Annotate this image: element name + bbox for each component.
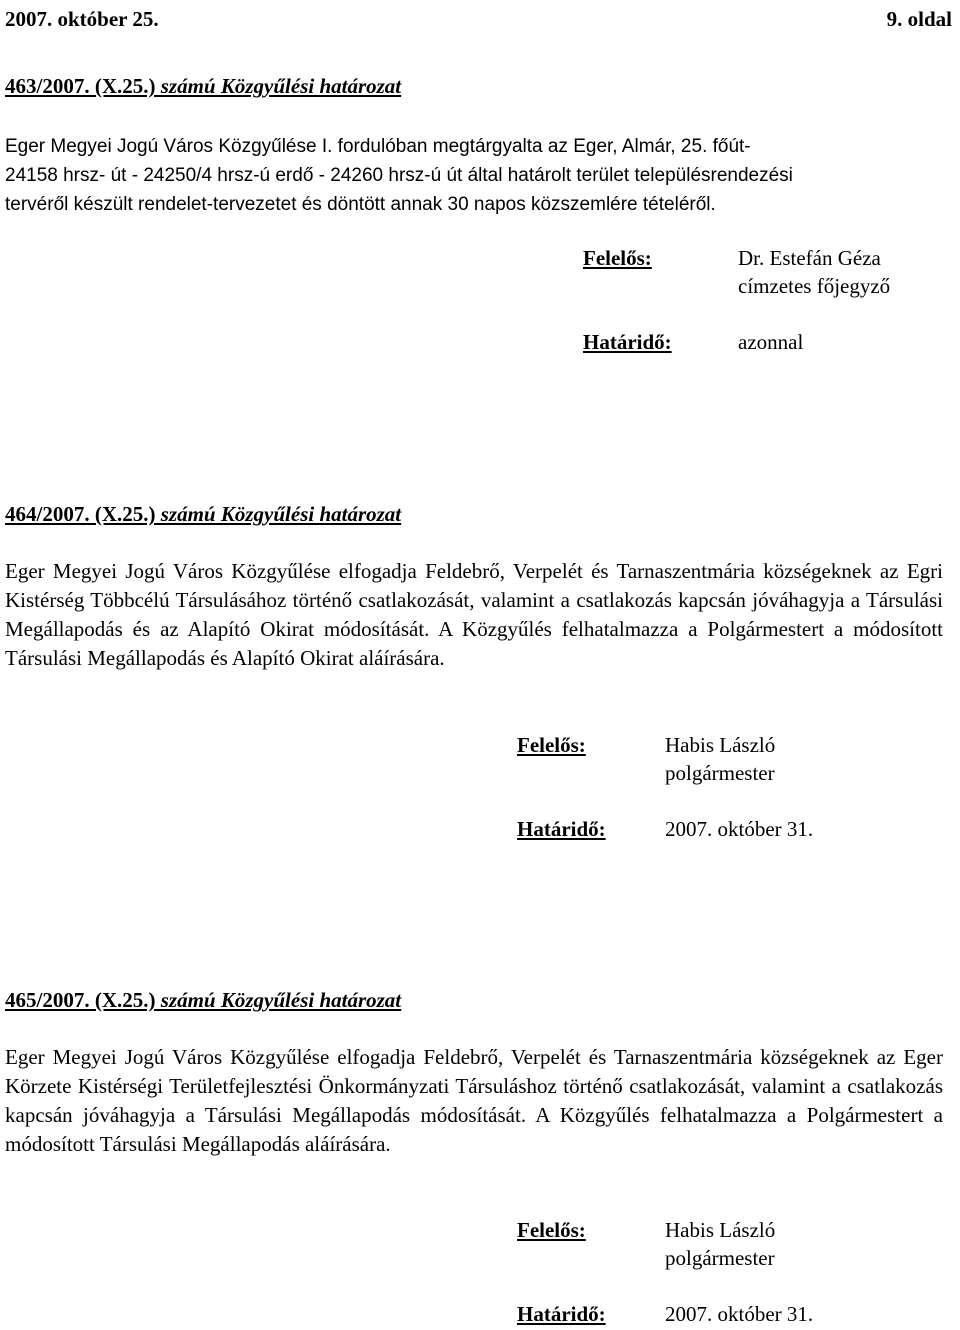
header-page-number: 9. oldal	[886, 7, 952, 31]
resolution-title	[5, 72, 401, 101]
deadline-label: Határidő:	[517, 817, 606, 841]
deadline-value: azonnal	[738, 330, 804, 354]
deadline-label: Határidő:	[517, 1302, 606, 1326]
resolution-body: Eger Megyei Jogú Város Közgyűlése elfogadja Feldebrő, Verpelét és Tarnaszentmária községeknek az Eger Körzete Kistérségi Területfejlesztési Önkormányzati Társuláshoz történő csatlakozását, valamint a csatlakozás kapcsán jóváhagyja a Társulási Megállapodás módosítását. A Közgyűlés felhatalmazza a Polgármestert a módosított Társulási Megállapodás aláírására.	[5, 1045, 943, 1156]
resolution-title-suffix: számú Közgyűlési határozat	[155, 988, 402, 1012]
resolution-body-line: 24158 hrsz- út - 24250/4 hrsz-ú erdő - 24260 hrsz-ú út által határolt terület településrendezési	[5, 165, 793, 186]
resolution-body: Eger Megyei Jogú Város Közgyűlése elfogadja Feldebrő, Verpelét és Tarnaszentmária községeknek az Egri Kistérség Többcélú Társulásához történő csatlakozását, valamint a csatlakozás kapcsán jóváhagyja a Társulási Megállapodás és az Alapító Okirat módosítását. A Közgyűlés felhatalmazza a Polgármestert a módosított Társulási Megállapodás és Alapító Okirat aláírására.	[5, 559, 943, 670]
resolution-number: 465/2007. (X.25.)	[5, 988, 156, 1012]
resolution-body-line: Eger Megyei Jogú Város Közgyűlése I. fordulóban megtárgyalta az Eger, Almár, 25. főút-	[5, 136, 751, 157]
resolution-number: 464/2007. (X.25.)	[5, 502, 156, 526]
responsible-label: Felelős:	[517, 733, 586, 757]
deadline-value: 2007. október 31.	[665, 1302, 814, 1326]
responsible-name: Habis László	[665, 1218, 776, 1242]
deadline-value: 2007. október 31.	[665, 817, 814, 841]
responsible-label: Felelős:	[583, 246, 652, 270]
responsible-label: Felelős:	[517, 1218, 586, 1242]
resolution-title-suffix: számú Közgyűlési határozat	[155, 502, 402, 526]
deadline-label: Határidő:	[583, 330, 672, 354]
header-date: 2007. október 25.	[5, 7, 159, 31]
responsible-role: polgármester	[665, 1246, 775, 1270]
responsible-name: Habis László	[665, 733, 776, 757]
resolution-title-suffix: számú Közgyűlési határozat	[155, 74, 402, 98]
responsible-role: polgármester	[665, 761, 775, 785]
resolution-title	[5, 986, 401, 1015]
resolution-body-line: tervéről készült rendelet-tervezetet és döntött annak 30 napos közszemlére tételéről.	[5, 194, 716, 215]
resolution-title	[5, 500, 401, 529]
responsible-name: Dr. Estefán Géza	[738, 246, 881, 270]
responsible-role: címzetes főjegyző	[738, 274, 891, 298]
resolution-number: 463/2007. (X.25.)	[5, 74, 156, 98]
